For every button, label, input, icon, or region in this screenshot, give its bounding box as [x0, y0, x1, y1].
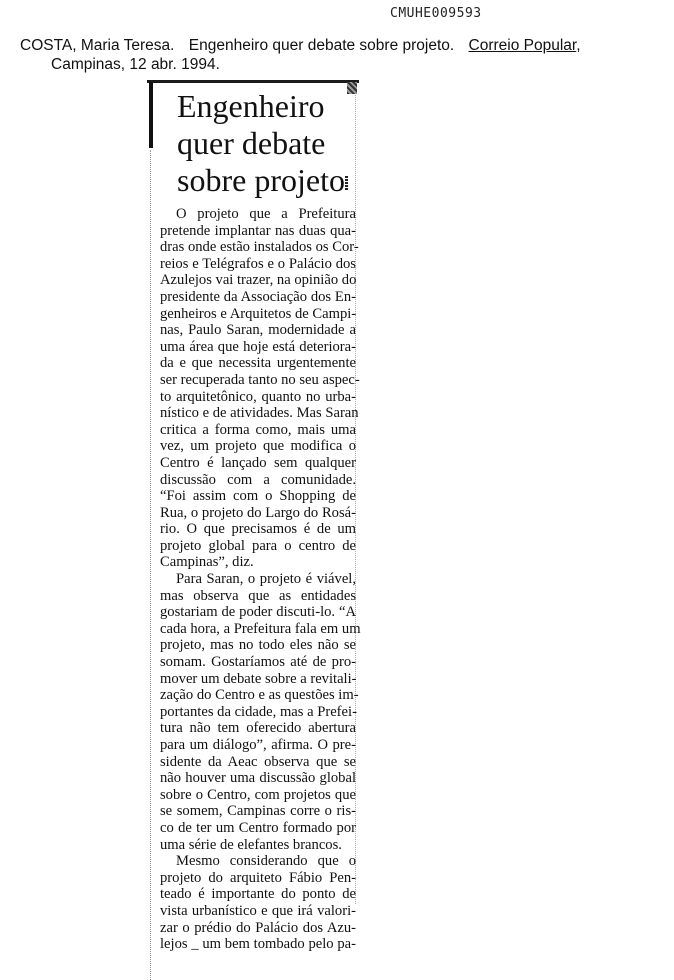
- text-line: rio. O que precisamos é de um: [160, 521, 356, 538]
- text-line: zação do Centro e as questões im-: [160, 687, 359, 704]
- text-line: dras onde estão instalados os Cor-: [160, 239, 359, 256]
- article-headline: [177, 88, 357, 199]
- text-line: to arquitetônico, quanto no urba-: [160, 388, 356, 405]
- text-line: Rua, o projeto do Largo do Rosá-: [160, 504, 356, 521]
- text-line: reios e Telégrafos e o Palácio dos: [160, 255, 356, 272]
- text-line: mas observa que as entidades: [160, 587, 356, 604]
- citation-title: Engenheiro quer debate sobre projeto.: [188, 37, 455, 54]
- headline-line: sobre projeto: [177, 162, 345, 198]
- text-line: discussão com a comunidade.: [160, 471, 356, 488]
- text-line: Para Saran, o projeto é viável,: [176, 571, 356, 588]
- citation-place-date: Campinas, 12 abr. 1994.: [51, 56, 220, 73]
- text-line: genheiros e Arquitetos de Campi-: [160, 305, 357, 322]
- text-line: se somem, Campinas corre o ris-: [160, 803, 356, 820]
- text-line: Campinas”, diz.: [160, 554, 254, 571]
- text-line: critica a forma como, mais uma: [160, 421, 356, 438]
- text-line: mover um debate sobre a revitali-: [160, 670, 357, 687]
- text-line: Centro é lançado sem qualquer: [160, 454, 356, 471]
- text-line: teado é importante do ponto de: [160, 886, 356, 903]
- article-paragraph: [160, 206, 360, 571]
- article-body: [160, 206, 361, 953]
- document-id-stamp: CMUHE009593: [390, 6, 482, 21]
- text-line: projeto global para o centro de: [160, 537, 356, 554]
- text-line: da e que necessita urgentemente: [160, 355, 356, 372]
- text-line: vez, um projeto que modifica o: [160, 438, 356, 455]
- text-line: tura não tem oferecido abertura: [160, 720, 356, 737]
- text-line: presidente da Associação dos En-: [160, 288, 356, 305]
- headline-line: quer debate: [177, 125, 326, 161]
- text-line: nístico e de atividades. Mas Saran: [160, 405, 359, 422]
- text-line: gostariam de poder discuti-lo. “A: [160, 604, 356, 621]
- text-line: Azulejos vai trazer, na opinião do: [160, 272, 357, 289]
- text-line: ser recuperada tanto no seu aspec-: [160, 371, 360, 388]
- citation-author: COSTA, Maria Teresa.: [20, 37, 175, 54]
- text-line: vista urbanístico e que irá valori-: [160, 902, 356, 919]
- left-column-rule: [150, 150, 152, 980]
- text-line: co de ter um Centro formado por: [160, 819, 356, 836]
- text-line: uma série de elefantes brancos.: [160, 836, 342, 853]
- article-paragraph: [160, 853, 356, 953]
- text-line: para um diálogo”, afirma. O pre-: [160, 737, 356, 753]
- text-line: zar o prédio do Palácio dos Azu-: [160, 919, 356, 936]
- text-line: O projeto que a Prefeitura: [176, 206, 356, 222]
- article-paragraph: [160, 571, 361, 853]
- text-line: lejos _ um bem tombado pelo pa-: [160, 936, 356, 953]
- text-line: somam. Gostaríamos até de pro-: [160, 654, 356, 671]
- text-line: projeto do arquiteto Fábio Pen-: [160, 869, 356, 886]
- text-line: portantes da cidade, mas a Prefei-: [160, 703, 357, 720]
- text-line: “Foi assim com o Shopping de: [160, 488, 356, 505]
- bibliographic-citation: COSTA, Maria Teresa. Engenheiro quer debate sobre projeto. Correio Popular, Campinas, 12 abr. 1994.: [20, 37, 581, 73]
- text-line: uma área que hoje está deteriora-: [160, 338, 356, 355]
- text-line: não houver uma discussão global: [160, 770, 356, 787]
- left-column-bar: [149, 82, 153, 148]
- text-line: pretende implantar nas duas qua-: [160, 222, 356, 239]
- newspaper-clipping: [147, 80, 361, 953]
- text-line: cada hora, a Prefeitura fala em um: [160, 620, 361, 637]
- citation-publication: Correio Popular: [468, 37, 577, 54]
- headline-line: Engenheiro: [177, 88, 325, 124]
- text-line: nas, Paulo Saran, modernidade a: [160, 322, 356, 339]
- text-line: Mesmo considerando que o: [176, 853, 356, 870]
- top-rule-divider: [147, 80, 359, 83]
- text-line: projeto, mas no todo eles não se: [160, 637, 356, 654]
- text-line: sobre o Centro, com projetos que: [160, 786, 356, 803]
- text-line: sidente da Aeac observa que se: [160, 753, 356, 770]
